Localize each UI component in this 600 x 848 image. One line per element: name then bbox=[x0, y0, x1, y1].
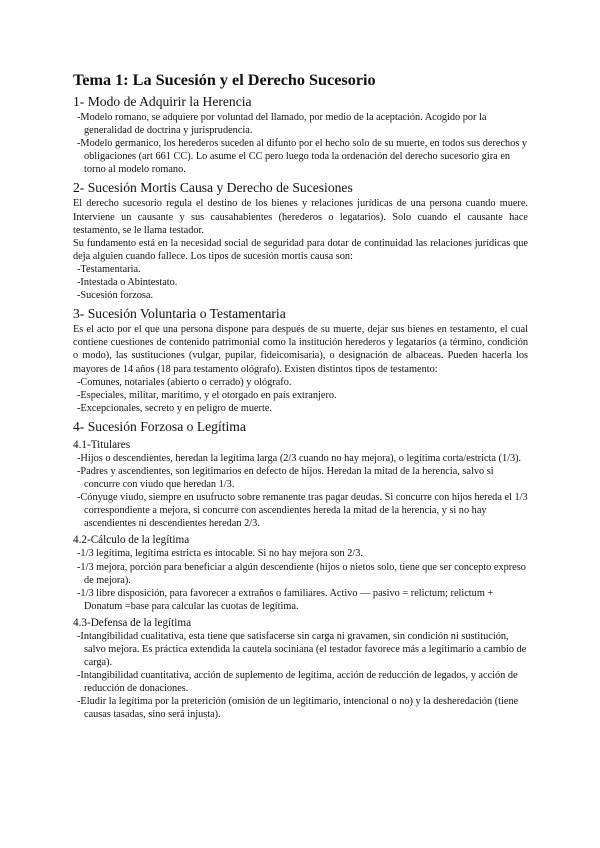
section-1-heading: 1- Modo de Adquirir la Herencia bbox=[73, 94, 252, 109]
list-item: -1/3 legítima, legítima estricta es intocable. Si no hay mejora son 2/3. bbox=[77, 548, 363, 560]
list-item: -Intangibilidad cualitativa, esta tiene que satisfacerse sin carga ni gravamen, sin condición ni sustitución, salvo mejora. Es práctica extendida la cautela sociniana (el testador favorece más a legitimario a cambio de carga). bbox=[77, 630, 527, 669]
section-2-heading: 2- Sucesión Mortis Causa y Derecho de Sucesiones bbox=[73, 180, 353, 196]
document-title: Tema 1: La Sucesión y el Derecho Sucesorio bbox=[73, 71, 376, 89]
subsection-4-2-heading: 4.2-Cálculo de la legítima bbox=[73, 534, 190, 547]
list-item: -1/3 mejora, porción para beneficiar a algún descendiente (hijos o nietos solo, tiene que ser concepto expreso de mejora). bbox=[77, 561, 526, 586]
list-item: -Intangibilidad cuantitativa, acción de suplemento de legítima, acción de reducción de legados, y acción de reducción de donaciones. bbox=[77, 670, 518, 695]
list-item: -Excepcionales, secreto y en peligro de muerte. bbox=[77, 402, 272, 414]
list-item: -Intestada o Abintestato. bbox=[77, 277, 178, 289]
list-item: -Cónyuge viudo, siempre en usufructo sobre remanente tras pagar deudas. Si concurre con hijos hereda el 1/3 correspondiente a mejora, si concurre con ascendientes hereda la mitad de la herencia, y si no hay ascendientes ni descendientes heredan 2/3. bbox=[77, 492, 528, 530]
list-item: -Comunes, notariales (abierto o cerrado) y ológrafo. bbox=[77, 376, 292, 388]
list-item: -Sucesión forzosa. bbox=[77, 290, 154, 302]
list-item: -Especiales, militar, marítimo, y el otorgado en país extranjero. bbox=[77, 389, 337, 401]
list-item: -1/3 libre disposición, para favorecer a extraños o familiares. Activo — pasivo = relictum; relictum + Donatum =base para calcular las cuotas de legítima. bbox=[77, 587, 494, 612]
paragraph: El derecho sucesorio regula el destino de los bienes y relaciones jurídicas de una persona cuando muere. Interviene un causante y sus causahabientes (herederos o legatarios). Solo cuando el causante hace testamento, se le llama testador. bbox=[73, 198, 528, 236]
list-item: -Modelo romano, se adquiere por voluntad del llamado, por medio de la aceptación. Acogido por la generalidad de doctrina y jurisprudencia. bbox=[77, 112, 487, 137]
list-item: -Hijos o descendientes, heredan la legítima larga (2/3 cuando no hay mejora), o legítima corta/estricta (1/3). bbox=[77, 452, 522, 464]
subsection-4-3-heading: 4.3-Defensa de la legítima bbox=[73, 616, 192, 629]
document-page bbox=[73, 70, 528, 722]
paragraph: Es el acto por el que una persona dispone para después de su muerte, dejar sus bienes en testamento, el cual contiene cuestiones de contenido patrimonial como la institución herederos y legatarios (a término, condición o modo), las sustituciones (vulgar, pupilar, fideicomisaria), o designación de albaceas. Pueden hacerla los mayores de 14 años (18 para testamento ológrafo). Existen distintos tipos de testamento: bbox=[73, 324, 528, 375]
section-3-heading: 3- Sucesión Voluntaria o Testamentaria bbox=[73, 306, 286, 322]
section-4-heading: 4- Sucesión Forzosa o Legítima bbox=[73, 418, 246, 434]
subsection-4-1-heading: 4.1-Titulares bbox=[73, 438, 131, 451]
list-item: -Testamentaria. bbox=[77, 263, 141, 275]
paragraph: Su fundamento está en la necesidad social de seguridad para dotar de continuidad las relaciones jurídicas que deja alguien cuando fallece. Los tipos de sucesión mortis causa son: bbox=[73, 237, 528, 262]
list-item: -Modelo germanico, los herederos suceden al difunto por el hecho solo de su muerte, en todos sus derechos y obligaciones (art 661 CC). Lo asume el CC pero luego toda la ordenación del derecho sucesorio gira en torno al modelo romano. bbox=[77, 138, 528, 176]
list-item: -Padres y ascendientes, son legitimarios en defecto de hijos. Heredan la mitad de la herencia, salvo si concurre con viudo que heredan 1/3. bbox=[77, 465, 494, 491]
list-item: -Eludir la legítima por la preterición (omisión de un legitimario, intencional o no) y la desheredación (tiene causas tasadas, sino será injusta). bbox=[77, 696, 519, 721]
